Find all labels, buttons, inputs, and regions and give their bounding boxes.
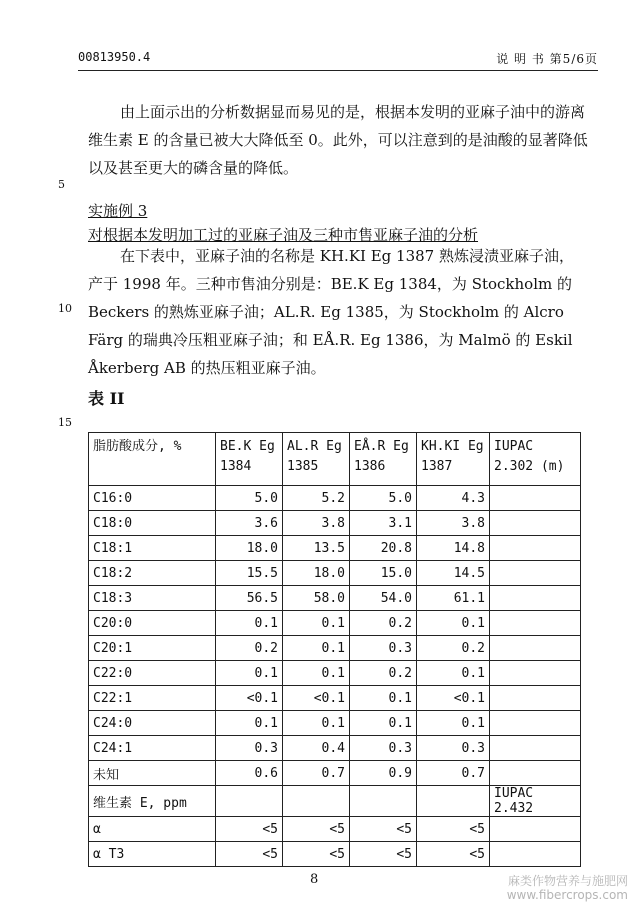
table-cell: 0.7 xyxy=(417,761,490,786)
table-row xyxy=(89,761,581,786)
table-cell xyxy=(490,761,581,786)
table-cell xyxy=(490,661,581,686)
header-cell: AL.R Eg 1385 xyxy=(283,433,350,486)
row-label-cell: C18:2 xyxy=(89,561,216,586)
table-cell xyxy=(350,786,417,817)
row-label-cell: 维生素 E, ppm xyxy=(89,786,216,817)
table-cell: <5 xyxy=(350,817,417,842)
table-cell: 4.3 xyxy=(417,486,490,511)
table-cell: 0.2 xyxy=(417,636,490,661)
table-cell: 0.3 xyxy=(417,736,490,761)
table-cell: 54.0 xyxy=(350,586,417,611)
row-label-cell: C20:1 xyxy=(89,636,216,661)
table-cell xyxy=(216,786,283,817)
row-label-cell: C24:0 xyxy=(89,711,216,736)
table-row xyxy=(89,636,581,661)
row-label-cell: α xyxy=(89,817,216,842)
row-label-cell: C18:0 xyxy=(89,511,216,536)
example-subtitle: 对根据本发明加工过的亚麻子油及三种市售亚麻子油的分析 xyxy=(88,226,479,244)
table-cell: 0.4 xyxy=(283,736,350,761)
table-cell: 0.1 xyxy=(417,711,490,736)
table-cell: 0.2 xyxy=(350,661,417,686)
table-cell: 0.7 xyxy=(283,761,350,786)
table-cell: 14.8 xyxy=(417,536,490,561)
table-cell: 5.2 xyxy=(283,486,350,511)
table-row xyxy=(89,611,581,636)
watermark xyxy=(507,874,628,902)
table-row xyxy=(89,817,581,842)
table-cell: <5 xyxy=(283,842,350,867)
table-cell xyxy=(490,711,581,736)
section-label: 说 明 书 第5/6页 xyxy=(496,52,598,66)
table-cell: 0.1 xyxy=(283,636,350,661)
table-row xyxy=(89,842,581,867)
row-label-cell: α T3 xyxy=(89,842,216,867)
table-cell: 0.1 xyxy=(216,611,283,636)
row-label-cell: C20:0 xyxy=(89,611,216,636)
table-cell: 0.3 xyxy=(216,736,283,761)
table-cell xyxy=(490,511,581,536)
header-cell: EÅ.R Eg 1386 xyxy=(350,433,417,486)
table-cell: 3.1 xyxy=(350,511,417,536)
table-row xyxy=(89,736,581,761)
table-cell: 20.8 xyxy=(350,536,417,561)
table-cell: 15.0 xyxy=(350,561,417,586)
watermark-text: 麻类作物营养与施肥网 xyxy=(507,874,628,888)
table-cell: 0.9 xyxy=(350,761,417,786)
row-label-cell: C22:1 xyxy=(89,686,216,711)
row-label-cell: C18:1 xyxy=(89,536,216,561)
table-cell: <5 xyxy=(417,842,490,867)
watermark-url: www.fibercrops.com xyxy=(506,888,628,902)
table-cell xyxy=(490,817,581,842)
table-cell: 3.8 xyxy=(283,511,350,536)
table-cell: 13.5 xyxy=(283,536,350,561)
table-header-row xyxy=(89,433,581,486)
table-cell: 0.6 xyxy=(216,761,283,786)
page-header xyxy=(78,50,598,72)
table-row xyxy=(89,536,581,561)
table-cell: 0.1 xyxy=(283,611,350,636)
table-cell xyxy=(490,486,581,511)
table-cell: 61.1 xyxy=(417,586,490,611)
table-title: 表 II xyxy=(88,389,125,408)
fatty-acid-table xyxy=(88,432,581,867)
line-number-5: 5 xyxy=(58,178,65,191)
table-cell xyxy=(490,536,581,561)
table-cell: 5.0 xyxy=(216,486,283,511)
table-cell: <0.1 xyxy=(417,686,490,711)
table-cell: 0.1 xyxy=(350,686,417,711)
header-cell: IUPAC 2.302 (m) xyxy=(490,433,581,486)
table-cell: 3.8 xyxy=(417,511,490,536)
paragraph-analysis-conclusion: 由上面示出的分析数据显而易见的是，根据本发明的亚麻子油中的游离维生素 E 的含量已被大大降低至 0。此外，可以注意到的是油酸的显著降低以及甚至更大的磷含量的降低。 xyxy=(88,103,588,177)
table-cell: 0.1 xyxy=(283,711,350,736)
table-cell: 0.3 xyxy=(350,636,417,661)
table-cell: 0.1 xyxy=(216,711,283,736)
table-row xyxy=(89,661,581,686)
line-number-10: 10 xyxy=(58,302,72,315)
table-row xyxy=(89,686,581,711)
table-cell xyxy=(490,586,581,611)
row-label-cell: C22:0 xyxy=(89,661,216,686)
table-cell: 58.0 xyxy=(283,586,350,611)
header-rule xyxy=(78,70,598,71)
table-row xyxy=(89,561,581,586)
table-cell xyxy=(490,561,581,586)
table-cell: 0.1 xyxy=(417,661,490,686)
table-cell xyxy=(490,736,581,761)
line-number-15: 15 xyxy=(58,416,72,429)
table-cell: <5 xyxy=(350,842,417,867)
row-label-cell: C18:3 xyxy=(89,586,216,611)
example-paragraph: 在下表中，亚麻子油的名称是 KH.KI Eg 1387 熟炼浸渍亚麻子油，产于 1998 年。三种市售油分别是：BE.K Eg 1384，为 Stockholm 的 Beckers 的熟炼亚麻子油；AL.R. Eg 1385，为 Stockholm 的 Alcro Färg 的瑞典冷压粗亚麻子油；和 EÅ.R. Eg 1386，为 Malmö 的 Eskil Åkerberg AB 的热压粗亚麻子油。 xyxy=(88,247,574,377)
table-row xyxy=(89,711,581,736)
table-cell: 0.1 xyxy=(283,661,350,686)
table-cell: <0.1 xyxy=(216,686,283,711)
table-cell: 5.0 xyxy=(350,486,417,511)
table-cell xyxy=(490,611,581,636)
table-cell xyxy=(490,842,581,867)
table-cell: 18.0 xyxy=(283,561,350,586)
table-cell: 0.2 xyxy=(350,611,417,636)
table-cell: IUPAC 2.432 xyxy=(490,786,581,817)
table-cell: 0.3 xyxy=(350,736,417,761)
table-cell: 18.0 xyxy=(216,536,283,561)
table-cell: 15.5 xyxy=(216,561,283,586)
header-cell: BE.K Eg 1384 xyxy=(216,433,283,486)
table-cell: 3.6 xyxy=(216,511,283,536)
table-cell: 0.1 xyxy=(417,611,490,636)
table-cell: <0.1 xyxy=(283,686,350,711)
table-row xyxy=(89,586,581,611)
row-label-cell: C16:0 xyxy=(89,486,216,511)
row-label-cell: C24:1 xyxy=(89,736,216,761)
header-cell: KH.KI Eg 1387 xyxy=(417,433,490,486)
table-cell xyxy=(283,786,350,817)
page-number: 8 xyxy=(310,872,319,887)
table-row xyxy=(89,511,581,536)
table-row xyxy=(89,786,581,817)
table-cell: 14.5 xyxy=(417,561,490,586)
table-cell: <5 xyxy=(216,842,283,867)
document-number: 00813950.4 xyxy=(78,50,151,64)
table-cell xyxy=(417,786,490,817)
table-cell: <5 xyxy=(216,817,283,842)
table-cell: <5 xyxy=(417,817,490,842)
table-cell: <5 xyxy=(283,817,350,842)
table-cell: 0.1 xyxy=(350,711,417,736)
example-title: 实施例 3 xyxy=(88,202,148,220)
row-label-cell: 未知 xyxy=(89,761,216,786)
table-cell: 0.1 xyxy=(216,661,283,686)
header-cell: 脂肪酸成分, % xyxy=(89,433,216,486)
table-row xyxy=(89,486,581,511)
table-cell: 56.5 xyxy=(216,586,283,611)
table-cell xyxy=(490,686,581,711)
table-cell: 0.2 xyxy=(216,636,283,661)
table-cell xyxy=(490,636,581,661)
